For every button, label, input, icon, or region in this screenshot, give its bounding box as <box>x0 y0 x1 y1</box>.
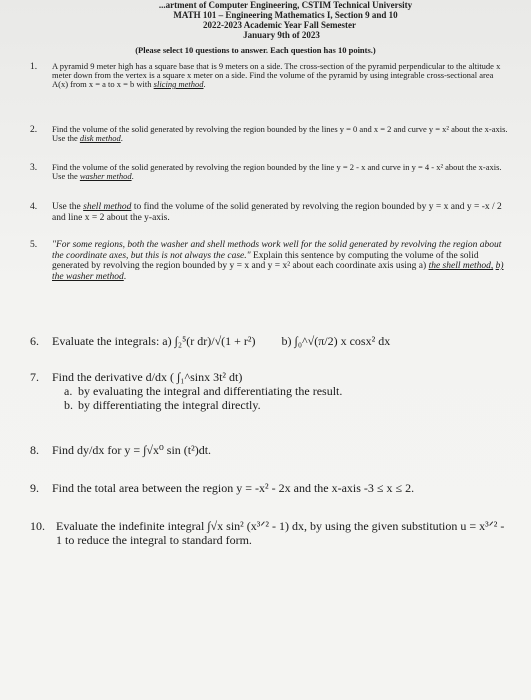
header-semester: 2022-2023 Academic Year Fall Semester <box>203 20 356 30</box>
question-text: Use the shell method to find the volume of the solid generated by revolving the region bounded by y = x and y = -x / 2 and line x = 2 about the y-axis. <box>52 202 502 223</box>
question-text: A pyramid 9 meter high has a square base that is 9 meters on a side. The cross-section of the pyramid perpendicular to the altitude x meter down from the vertex is a square x meter on a side. Find the volume of the pyramid by using integrable cross-sectional area A(x) from x = a to x = b with slicing method. <box>52 61 501 89</box>
question-text: "For some regions, both the washer and shell methods work well for the solid generated by revolving the region about the coordinate axes, but this is not always the case." Explain this sentence by computing the volume of the solid generated by revolving the region bounded by y = x and y = x² about each coordinate axis using a) the shell method, b) the washer method. <box>52 240 504 282</box>
question-text: Evaluate the indefinite integral ∫√x sin² (x³ᐟ² - 1) dx, by using the given substitution u = x³ᐟ² - 1 to reduce the integral to standard form. <box>56 519 505 547</box>
question-number: 3. <box>30 163 38 173</box>
method-label-b: b) the washer method <box>52 261 504 282</box>
question-text: Find the derivative d/dx ( ∫₁^sinx 3t² dt) a. by evaluating the integral and differentiating the result. b. by differentiating the integral directly. <box>52 370 510 412</box>
method-label: slicing method <box>153 79 204 89</box>
integral-b: b) ∫₀^√(π/2) x cosx² dx <box>281 334 391 348</box>
question-5 <box>30 240 510 282</box>
method-label-a: the shell method, <box>428 261 494 271</box>
question-2 <box>30 125 510 143</box>
question-number: 9. <box>30 481 39 495</box>
question-number: 7. <box>30 370 39 384</box>
question-text <box>52 334 510 348</box>
question-7 <box>30 370 510 412</box>
question-3 <box>30 163 510 181</box>
question-1 <box>30 62 510 89</box>
header-department: ...artment of Computer Engineering, CSTIM Technical University <box>158 0 413 10</box>
instructions: (Please select 10 questions to answer. Each question has 10 points.) <box>135 45 376 55</box>
exam-header <box>0 0 531 40</box>
header-course: MATH 101 – Engineering Mathematics I, Section 9 and 10 <box>173 10 398 20</box>
question-text: Find dy/dx for y = ∫√x⁰ sin (t²)dt. <box>52 443 212 457</box>
method-label: washer method <box>79 171 132 181</box>
question-9 <box>30 481 510 495</box>
sub-question-a: a. by evaluating the integral and differentiating the result. <box>64 384 343 398</box>
method-label: shell method <box>83 202 132 212</box>
question-text: Find the volume of the solid generated by revolving the region bounded by the lines y = 0 and x = 2 and curve y = x² about the x-axis. Use the disk method. <box>52 124 508 143</box>
question-number: 5. <box>30 240 38 250</box>
question-number: 2. <box>30 125 38 135</box>
question-8 <box>30 443 510 457</box>
question-number: 6. <box>30 334 39 348</box>
sub-question-b: b. by differentiating the integral directly. <box>64 398 261 412</box>
method-label: disk method <box>79 133 121 143</box>
quoted-statement: "For some regions, both the washer and shell methods work well for the solid generated by revolving the region about the coordinate axes, but this is not always the case." <box>52 240 502 261</box>
header-date: January 9th of 2023 <box>243 30 320 40</box>
integral-a: Evaluate the integrals: a) ∫₂⁵(r dr)/√(1 + r²) <box>52 334 256 348</box>
question-4 <box>30 202 510 223</box>
question-text: Find the total area between the region y = -x² - 2x and the x-axis -3 ≤ x ≤ 2. <box>52 481 415 495</box>
question-number: 8. <box>30 443 39 457</box>
question-text: Find the volume of the solid generated by revolving the region bounded by the line y = 2 - x and curve in y = 4 - x² about the x-axis. Use the washer method. <box>52 162 502 181</box>
question-6 <box>30 334 510 348</box>
question-number: 1. <box>30 62 38 72</box>
question-number: 10. <box>30 519 45 533</box>
question-10 <box>30 519 510 547</box>
question-number: 4. <box>30 202 38 212</box>
